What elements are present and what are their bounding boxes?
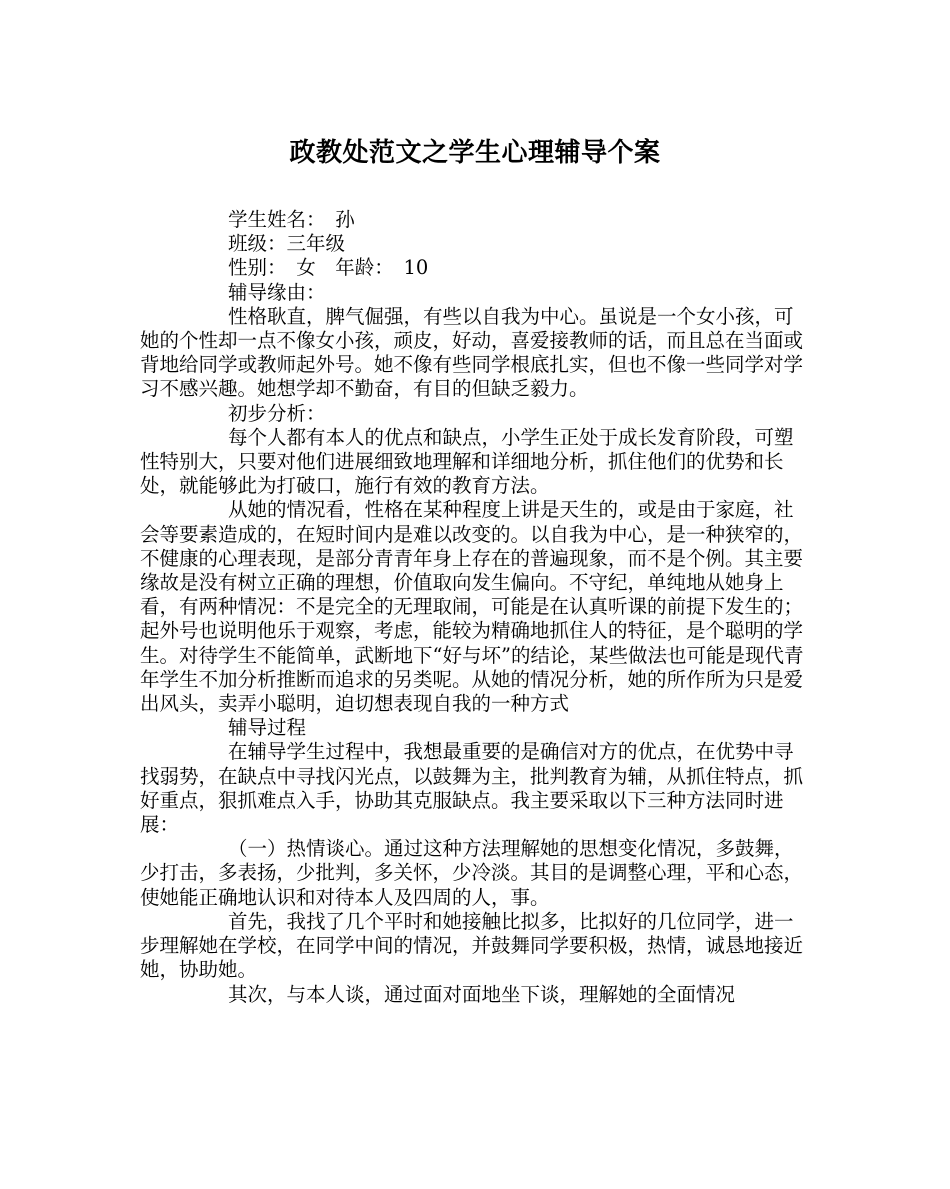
section-heading-analysis: 初步分析： [228,401,326,425]
paragraph-analysis-1: 每个人都有本人的优点和缺点，小学生正处于成长发育阶段，可塑性特别大，只要对他们进展细致地理解和详细地分析，抓住他们的优势和长处，就能够此为打破口，施行有效的教育方法。 [140,425,794,498]
paragraph-process-intro: 在辅导学生过程中，我想最重要的是确信对方的优点，在优势中寻找弱势，在缺点中寻找闪光点，以鼓舞为主，批判教育为辅，从抓住特点，抓好重点，狠抓难点入手，协助其克服缺点。我主要采取以下三种方法同时进展： [140,740,804,837]
section-heading-reason: 辅导缘由： [228,280,326,304]
paragraph-second-step: 其次，与本人谈，通过面对面地坐下谈，理解她的全面情况 [228,982,736,1006]
paragraph-reason: 性格耿直，脾气倔强，有些以自我为中心。虽说是一个女小孩，可她的个性却一点不像女小孩，顽皮，好动，喜爱接教师的话，而且总在当面或背地给同学或教师起外号。她不像有些同学根底扎实，但也不像一些同学对学习不感兴趣。她想学却不勤奋，有目的但缺乏毅力。 [140,304,804,401]
class-line: 班级：三年级 [228,232,346,256]
paragraph-method-1: （一）热情谈心。通过这种方法理解她的思想变化情况，多鼓舞，少打击，多表扬，少批判，多关怀，少冷淡。其目的是调整心理，平和心态，使她能正确地认识和对待本人及四周的人，事。 [140,837,804,909]
paragraph-analysis-2: 从她的情况看，性格在某种程度上讲是天生的，或是由于家庭，社会等要素造成的，在短时间内是难以改变的。以自我为中心，是一种狭窄的，不健康的心理表现，是部分青青年身上存在的普遍现象，而不是个例。其主要缘故是没有树立正确的理想，价值取向发生偏向。不守纪，单纯地从她身上看，有两种情况：不是完全的无理取闹，可能是在认真听课的前提下发生的；起外号也说明他乐于观察，考虑，能较为精确地抓住人的特征，是个聪明的学生。对待学生不能简单，武断地下“好与坏”的结论，某些做法也可能是现代青年学生不加分析推断而追求的另类呢。从她的情况分析，她的所作所为只是爱出风头，卖弄小聪明，迫切想表现自我的一种方式 [140,498,804,716]
document-body [140,208,810,1007]
student-name-line: 学生姓名： 孙 [228,208,355,231]
document-title: 政教处范文之学生心理辅导个案 [289,138,661,168]
paragraph-first-step: 首先，我找了几个平时和她接触比拟多，比拟好的几位同学，进一步理解她在学校，在同学中间的情况，并鼓舞同学要积极，热情，诚恳地接近她，协助她。 [140,909,804,982]
section-heading-process: 辅导过程 [228,716,307,740]
gender-age-line: 性别： 女 年龄： 10 [228,256,429,280]
